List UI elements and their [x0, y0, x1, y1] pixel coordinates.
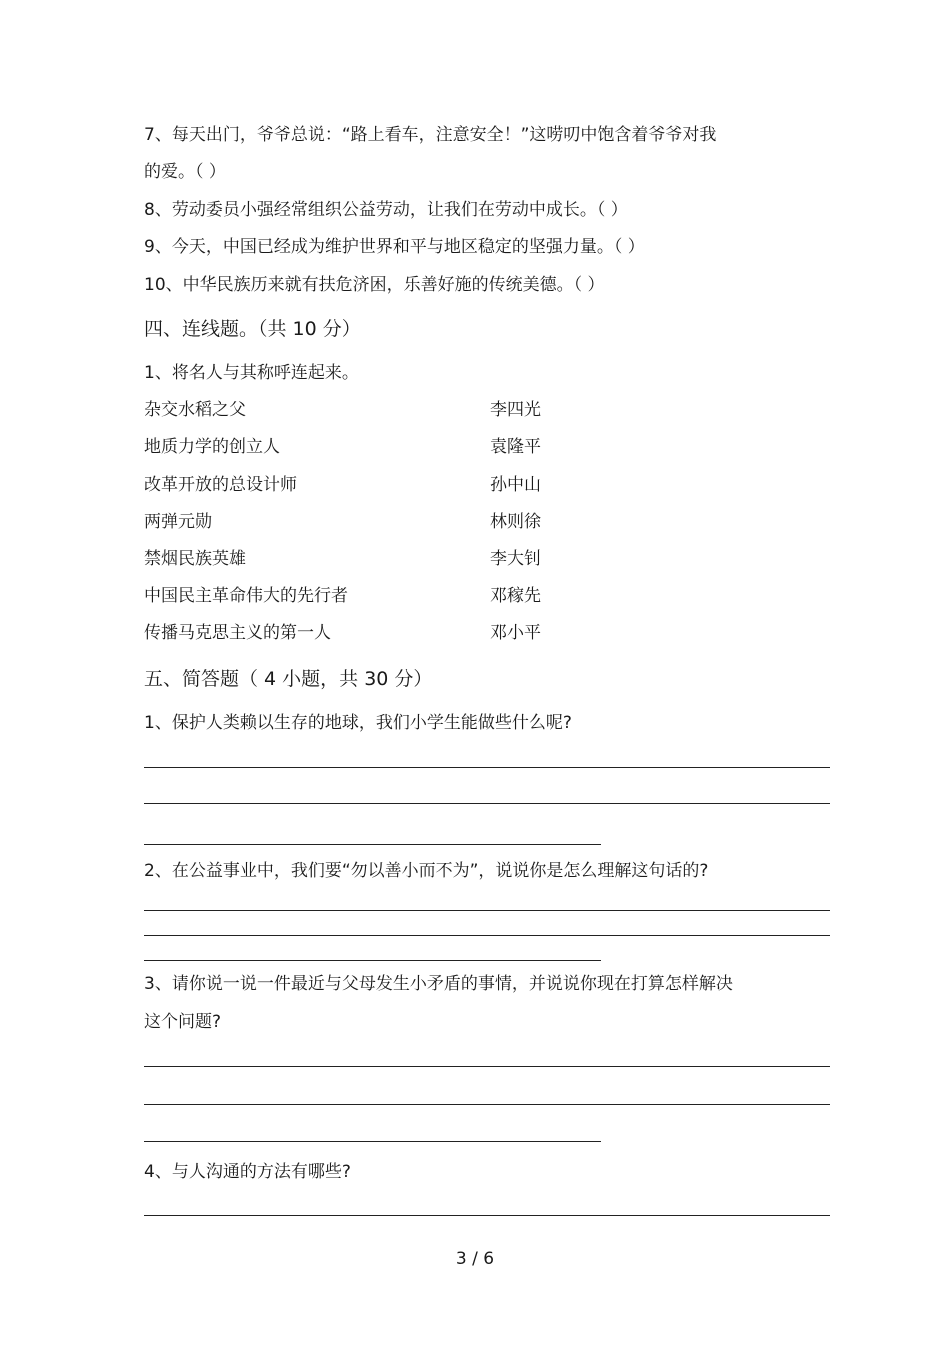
answer-line[interactable] — [144, 935, 830, 936]
answer-line[interactable] — [144, 910, 830, 911]
match-right-item: 李四光 — [490, 400, 541, 420]
match-right-item: 邓稼先 — [490, 586, 541, 606]
section4-question: 1、将名人与其称呼连起来。 — [144, 363, 359, 383]
item-10: 10、中华民族历来就有扶危济困，乐善好施的传统美德。（ ） — [144, 275, 605, 295]
section4-heading: 四、连线题。（共 10 分） — [144, 318, 361, 340]
match-left-item: 禁烟民族英雄 — [144, 549, 246, 569]
match-left-item: 中国民主革命伟大的先行者 — [144, 586, 348, 606]
answer-line[interactable] — [144, 1104, 830, 1105]
answer-line[interactable] — [144, 1066, 830, 1067]
question-3-line2: 这个问题? — [144, 1012, 222, 1032]
match-right-item: 李大钊 — [490, 549, 541, 569]
question-2: 2、在公益事业中，我们要“勿以善小而不为”，说说你是怎么理解这句话的? — [144, 861, 709, 881]
match-right-item: 袁隆平 — [490, 437, 541, 457]
item-9: 9、今天，中国已经成为维护世界和平与地区稳定的坚强力量。（ ） — [144, 237, 645, 257]
answer-line[interactable] — [144, 844, 601, 845]
match-right-item: 孙中山 — [490, 475, 541, 495]
question-1: 1、保护人类赖以生存的地球，我们小学生能做些什么呢? — [144, 713, 572, 733]
answer-line[interactable] — [144, 960, 601, 961]
item-7-line1: 7、每天出门，爷爷总说：“路上看车，注意安全！”这唠叨中饱含着爷爷对我 — [144, 125, 717, 145]
question-3-line1: 3、请你说一说一件最近与父母发生小矛盾的事情，并说说你现在打算怎样解决 — [144, 974, 733, 994]
match-left-item: 两弹元勋 — [144, 512, 212, 532]
answer-line[interactable] — [144, 1215, 830, 1216]
match-left-item: 传播马克思主义的第一人 — [144, 623, 331, 643]
question-4: 4、与人沟通的方法有哪些? — [144, 1162, 351, 1182]
section5-heading: 五、简答题（ 4 小题，共 30 分） — [144, 668, 433, 690]
answer-line[interactable] — [144, 767, 830, 768]
answer-line[interactable] — [144, 1141, 601, 1142]
item-8: 8、劳动委员小强经常组织公益劳动，让我们在劳动中成长。（ ） — [144, 200, 628, 220]
answer-line[interactable] — [144, 803, 830, 804]
page-number: 3 / 6 — [455, 1249, 495, 1269]
match-right-item: 林则徐 — [490, 512, 541, 532]
match-right-item: 邓小平 — [490, 623, 541, 643]
match-left-item: 杂交水稻之父 — [144, 400, 246, 420]
item-7-line2: 的爱。（ ） — [144, 162, 226, 182]
match-left-item: 改革开放的总设计师 — [144, 475, 297, 495]
match-left-item: 地质力学的创立人 — [144, 437, 280, 457]
